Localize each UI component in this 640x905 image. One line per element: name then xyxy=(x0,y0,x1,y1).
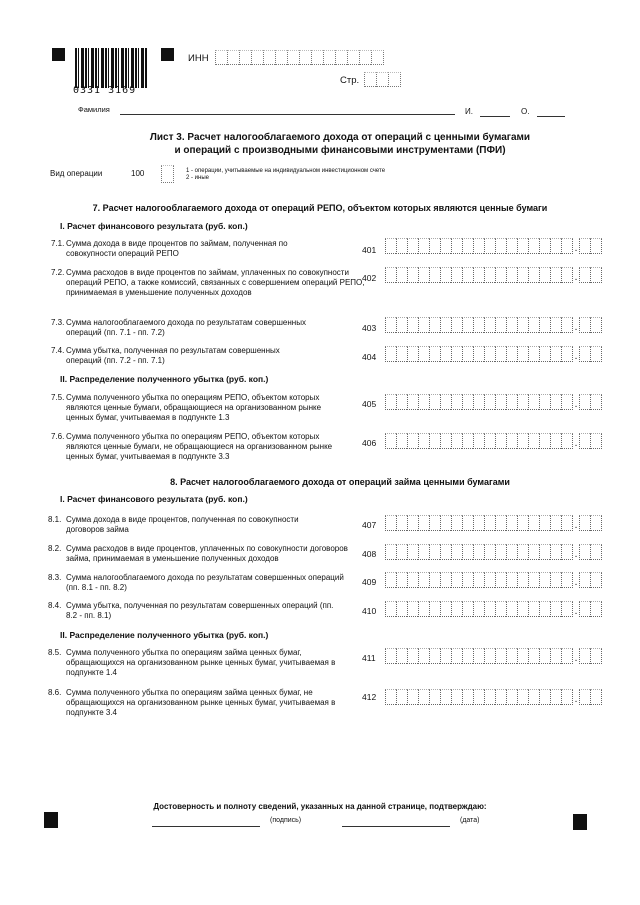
row-number: 8.5. xyxy=(48,648,62,657)
row-code: 405 xyxy=(362,399,377,409)
section8-title: 8. Расчет налогооблагаемого дохода от операций займа ценными бумагами xyxy=(170,477,510,487)
surname-label: Фамилия xyxy=(78,105,110,114)
row-text: Сумма налогооблагаемого дохода по результатам совершенных операций (пп. 8.1 - пп. 8.2) xyxy=(66,573,344,592)
operation-type-code: 100 xyxy=(131,169,145,178)
inn-label: ИНН xyxy=(188,53,209,64)
row-code: 404 xyxy=(362,352,377,362)
section7-title: 7. Расчет налогооблагаемого дохода от операций РЕПО, объектом которых являются ценные бумаги xyxy=(92,203,548,213)
section7-subsection2: II. Распределение полученного убытка (руб. коп.) xyxy=(60,374,269,384)
corner-marker-bottom-left xyxy=(44,812,58,828)
amount-field-402[interactable]: . xyxy=(385,267,602,283)
amount-field-407[interactable]: . xyxy=(385,515,602,531)
amount-field-410[interactable]: . xyxy=(385,601,602,617)
initial-i-field[interactable] xyxy=(480,116,510,117)
amount-field-409[interactable]: . xyxy=(385,572,602,588)
row-number: 8.1. xyxy=(48,515,62,524)
row-text: Сумма налогооблагаемого дохода по результатам совершенных операций (пп. 7.1 - пп. 7.2) xyxy=(66,318,306,337)
operation-type-label: Вид операции xyxy=(50,169,103,178)
amount-field-404[interactable]: . xyxy=(385,346,602,362)
row-text: Сумма дохода в виде процентов, полученная по совокупности договоров займа xyxy=(66,515,299,534)
inn-field[interactable] xyxy=(215,50,384,65)
operation-type-option1: 1 - операции, учитываемые на индивидуальном инвестиционном счете xyxy=(186,168,386,174)
row-number: 7.5. xyxy=(51,393,65,402)
row-text: Сумма полученного убытка по операциям займа ценных бумаг, не обращающихся на организованном рынке ценных бумаг, учитываемая в подпункте 3.4 xyxy=(66,688,336,717)
row-text: Сумма убытка, полученная по результатам совершенных операций (пп. 8.2 - пп. 8.1) xyxy=(66,601,334,620)
row-code: 401 xyxy=(362,245,377,255)
row-number: 8.4. xyxy=(48,601,62,610)
row-code: 410 xyxy=(362,606,377,616)
row-number: 8.2. xyxy=(48,544,62,553)
amount-field-401[interactable]: . xyxy=(385,238,602,254)
initial-o-label: О. xyxy=(521,107,530,116)
row-code: 412 xyxy=(362,692,377,702)
amount-field-403[interactable]: . xyxy=(385,317,602,333)
amount-field-408[interactable]: . xyxy=(385,544,602,560)
amount-field-412[interactable]: . xyxy=(385,689,602,705)
section7-subsection1: I. Расчет финансового результата (руб. коп.) xyxy=(60,221,248,231)
row-code: 408 xyxy=(362,549,377,559)
row-number: 7.3. xyxy=(51,318,65,327)
row-text: Сумма расходов в виде процентов по займам, уплаченных по совокупности операций РЕПО, а также комиссий, связанных с совершением операций РЕПО, принимаемая в уменьшение полученных доходов xyxy=(66,268,365,297)
amount-field-405[interactable]: . xyxy=(385,394,602,410)
row-number: 7.2. xyxy=(51,268,65,277)
amount-field-406[interactable]: . xyxy=(385,433,602,449)
row-number: 8.3. xyxy=(48,573,62,582)
corner-marker-bottom-right xyxy=(573,814,587,830)
row-number: 7.4. xyxy=(51,346,65,355)
row-text: Сумма полученного убытка по операциям РЕПО, объектом которых являются ценные бумаги, обращающиеся на организованном рынке ценных бумаг, учитываемая в подпункте 1.3 xyxy=(66,393,322,422)
corner-marker-top-right xyxy=(161,48,174,61)
row-number: 7.1. xyxy=(51,239,65,248)
barcode-number: 0331 3169 xyxy=(73,85,137,96)
initial-i-label: И. xyxy=(465,107,473,116)
page-number-field[interactable] xyxy=(364,72,401,87)
amount-field-411[interactable]: . xyxy=(385,648,602,664)
section8-subsection2: II. Распределение полученного убытка (руб. коп.) xyxy=(60,630,269,640)
row-code: 407 xyxy=(362,520,377,530)
row-text: Сумма расходов в виде процентов, уплаченных по совокупности договоров займа, принимаемая в уменьшение полученных доходов xyxy=(66,544,348,563)
sheet-title-line1: Лист 3. Расчет налогооблагаемого дохода от операций с ценными бумагами xyxy=(149,132,531,143)
row-number: 8.6. xyxy=(48,688,62,697)
row-text: Сумма полученного убытка по операциям займа ценных бумаг, обращающихся на организованном рынке ценных бумаг, учитываемая в подпункте 1.4 xyxy=(66,648,336,677)
corner-marker-top-left xyxy=(52,48,65,61)
row-code: 403 xyxy=(362,323,377,333)
row-code: 409 xyxy=(362,577,377,587)
row-text: Сумма дохода в виде процентов по займам, полученная по совокупности операций РЕПО xyxy=(66,239,288,258)
row-code: 406 xyxy=(362,438,377,448)
operation-type-field[interactable] xyxy=(161,165,174,183)
row-code: 402 xyxy=(362,273,377,283)
signature-label: (подпись) xyxy=(270,817,302,824)
row-code: 411 xyxy=(362,653,376,663)
operation-type-option2: 2 - иные xyxy=(186,175,209,181)
row-text: Сумма убытка, полученная по результатам совершенных операций (пп. 7.2 - пп. 7.1) xyxy=(66,346,280,365)
row-text: Сумма полученного убытка по операциям РЕПО, объектом которых являются ценные бумаги, не обращающиеся на организованном рынке ценных бумаг, учитываемая в подпункте 3.3 xyxy=(66,432,333,461)
date-field[interactable] xyxy=(342,826,450,827)
signature-field[interactable] xyxy=(152,826,260,827)
date-label: (дата) xyxy=(460,817,480,824)
initial-o-field[interactable] xyxy=(537,116,565,117)
sheet-title-line2: и операций с производными финансовыми инструментами (ПФИ) xyxy=(174,145,506,156)
barcode xyxy=(75,48,147,88)
page-label: Стр. xyxy=(340,75,360,86)
row-number: 7.6. xyxy=(51,432,65,441)
attestation-text: Достоверность и полноту сведений, указанных на данной странице, подтверждаю: xyxy=(153,802,487,811)
section8-subsection1: I. Расчет финансового результата (руб. коп.) xyxy=(60,494,248,504)
surname-field[interactable] xyxy=(120,114,455,115)
